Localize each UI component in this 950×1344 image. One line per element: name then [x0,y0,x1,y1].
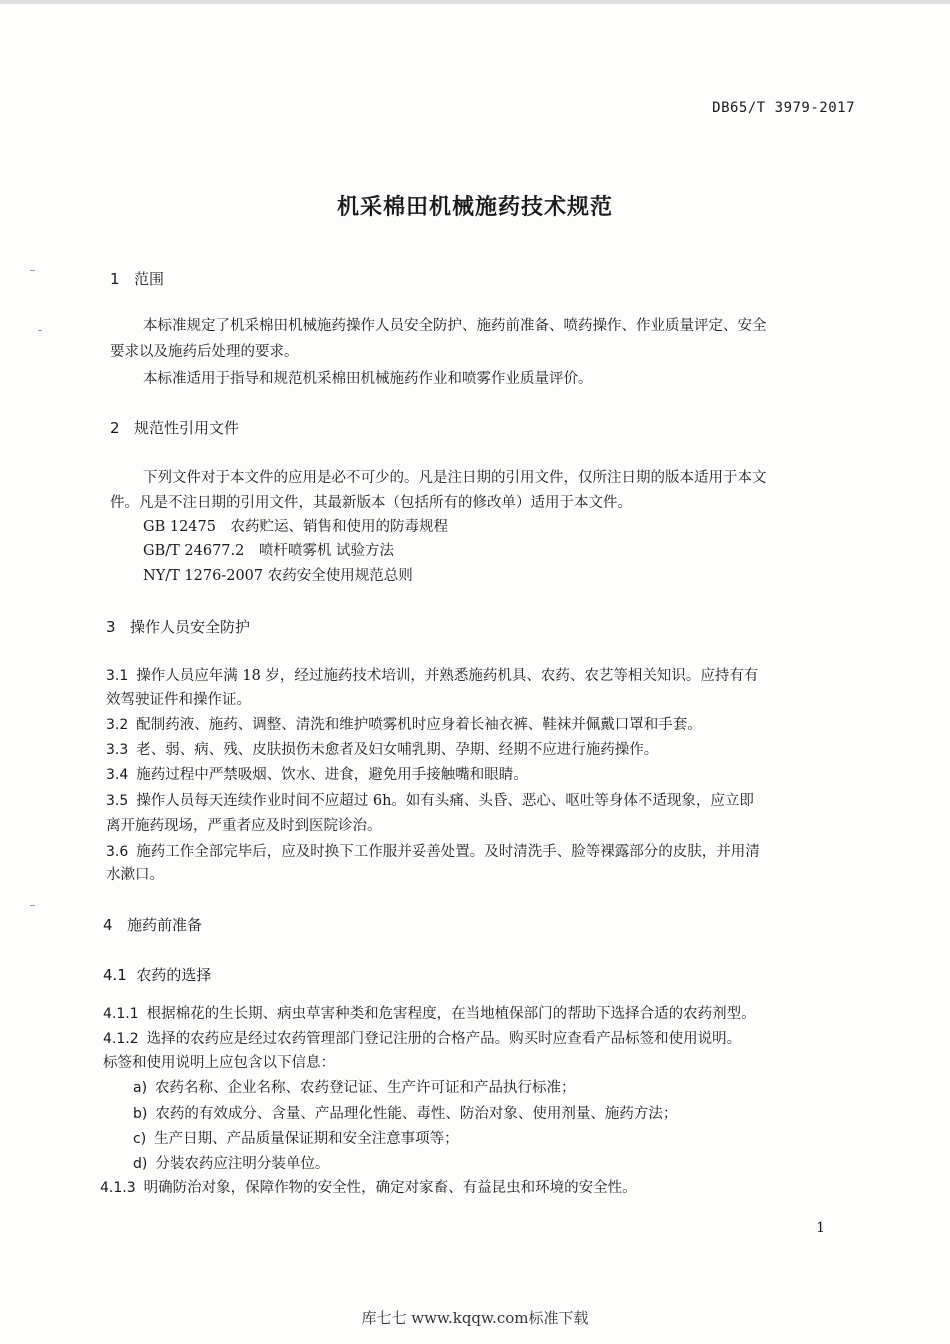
list-item [133,1152,329,1176]
section-number: 4 [103,916,113,934]
subsection-title: 农药的选择 [136,966,212,984]
list-text: 农药名称、企业名称、农药登记证、生产许可证和产品执行标准； [155,1080,576,1096]
clause-text: 配制药液、施药、调整、清洗和维护喷雾机时应身着长袖衣裤、鞋袜并佩戴口罩和手套。 [136,717,702,733]
list-text: 农药的有效成分、含量、产品理化性能、毒性、防治对象、使用剂量、施药方法； [155,1106,678,1122]
footer-watermark: 库七七 www.kqqw.com标准下载 [361,1309,589,1327]
clause-text: 施药工作全部完毕后，应及时换下工作服并妥善处置。及时清洗手、脸等裸露部分的皮肤，并用清 [136,844,760,860]
section-title: 规范性引用文件 [134,419,240,437]
list-text: 生产日期、产品质量保证期和安全注意事项等； [154,1131,459,1147]
clause-3-6 [106,840,760,864]
scan-mark [38,330,42,331]
clause-text: 操作人员应年满 18 岁，经过施药技术培训，并熟悉施药机具、农药、农艺等相关知识。应持有有 [136,668,759,684]
section-1-heading [110,268,164,289]
clause-number: 3.5 [106,793,129,809]
clause-number: 4.1.3 [100,1180,136,1196]
paragraph: 件。凡是不注日期的引用文件，其最新版本（包括所有的修改单）适用于本文件。 [110,495,632,511]
list-item [133,1076,576,1100]
paragraph: 本标准规定了机采棉田机械施药操作人员安全防护、施药前准备、喷药操作、作业质量评定、安全 [143,318,767,334]
list-marker: b) [133,1106,148,1122]
section-number: 3 [106,618,116,636]
clause-number: 3.4 [106,767,129,783]
clause-number: 3.1 [106,668,129,684]
section-4-heading [103,914,202,935]
clause-text: 操作人员每天连续作业时间不应超过 6h。如有头痛、头昏、恶心、呕吐等身体不适现象，应立即 [136,793,754,809]
reference-item: GB 12475 农药贮运、销售和使用的防毒规程 [143,519,448,535]
clause-4-1-1 [103,1002,756,1026]
list-text: 分装农药应注明分装单位。 [155,1156,330,1172]
paragraph: 本标准适用于指导和规范机采棉田机械施药作业和喷雾作业质量评价。 [143,371,593,387]
standard-number: DB65/T 3979-2017 [712,100,855,116]
clause-text: 老、弱、病、残、皮肤损伤未愈者及妇女哺乳期、孕期、经期不应进行施药操作。 [136,742,659,758]
section-number: 2 [110,419,120,437]
section-3-heading [106,616,250,637]
paragraph: 水漱口。 [106,867,164,883]
clause-4-1-2 [103,1027,741,1051]
paragraph: 要求以及施药后处理的要求。 [110,344,299,360]
clause-text: 明确防治对象，保障作物的安全性，确定对家畜、有益昆虫和环境的安全性。 [143,1180,637,1196]
clause-number: 4.1.2 [103,1031,139,1047]
clause-text: 选择的农药应是经过农药管理部门登记注册的合格产品。购买时应查看产品标签和使用说明。 [146,1031,742,1047]
paragraph: 下列文件对于本文件的应用是必不可少的。凡是注日期的引用文件，仅所注日期的版本适用于本文 [143,470,767,486]
list-marker: d) [133,1156,148,1172]
reference-item: GB/T 24677.2 喷杆喷雾机 试验方法 [143,543,394,559]
scan-edge [0,0,950,4]
list-marker: c) [133,1131,147,1147]
paragraph: 效驾驶证件和操作证。 [106,692,251,708]
clause-number: 3.3 [106,742,129,758]
page-number: 1 [816,1220,825,1236]
clause-3-2 [106,713,702,737]
paragraph: 标签和使用说明上应包含以下信息： [103,1055,335,1071]
subsection-4-1-heading [103,964,211,985]
clause-number: 3.6 [106,844,129,860]
clause-3-4 [106,763,528,787]
paragraph: 离开施药现场，严重者应及时到医院诊治。 [106,818,382,834]
list-item [133,1102,677,1126]
section-title: 范围 [134,270,165,288]
clause-text: 根据棉花的生长期、病虫草害种类和危害程度，在当地植保部门的帮助下选择合适的农药剂型。 [146,1006,756,1022]
clause-3-5 [106,789,754,813]
document-title: 机采棉田机械施药技术规范 [336,195,613,220]
clause-text: 施药过程中严禁吸烟、饮水、进食，避免用手接触嘴和眼睛。 [136,767,528,783]
section-title: 施药前准备 [127,916,203,934]
clause-3-3 [106,738,658,762]
section-title: 操作人员安全防护 [130,618,251,636]
scan-mark [30,270,35,271]
subsection-number: 4.1 [103,966,127,984]
clause-3-1 [106,664,758,688]
section-2-heading [110,417,239,438]
section-number: 1 [110,270,120,288]
reference-item: NY/T 1276-2007 农药安全使用规范总则 [143,568,413,584]
clause-number: 3.2 [106,717,129,733]
scan-mark [30,905,35,906]
clause-4-1-3 [100,1176,637,1200]
list-marker: a) [133,1080,148,1096]
list-item [133,1127,459,1151]
clause-number: 4.1.1 [103,1006,139,1022]
